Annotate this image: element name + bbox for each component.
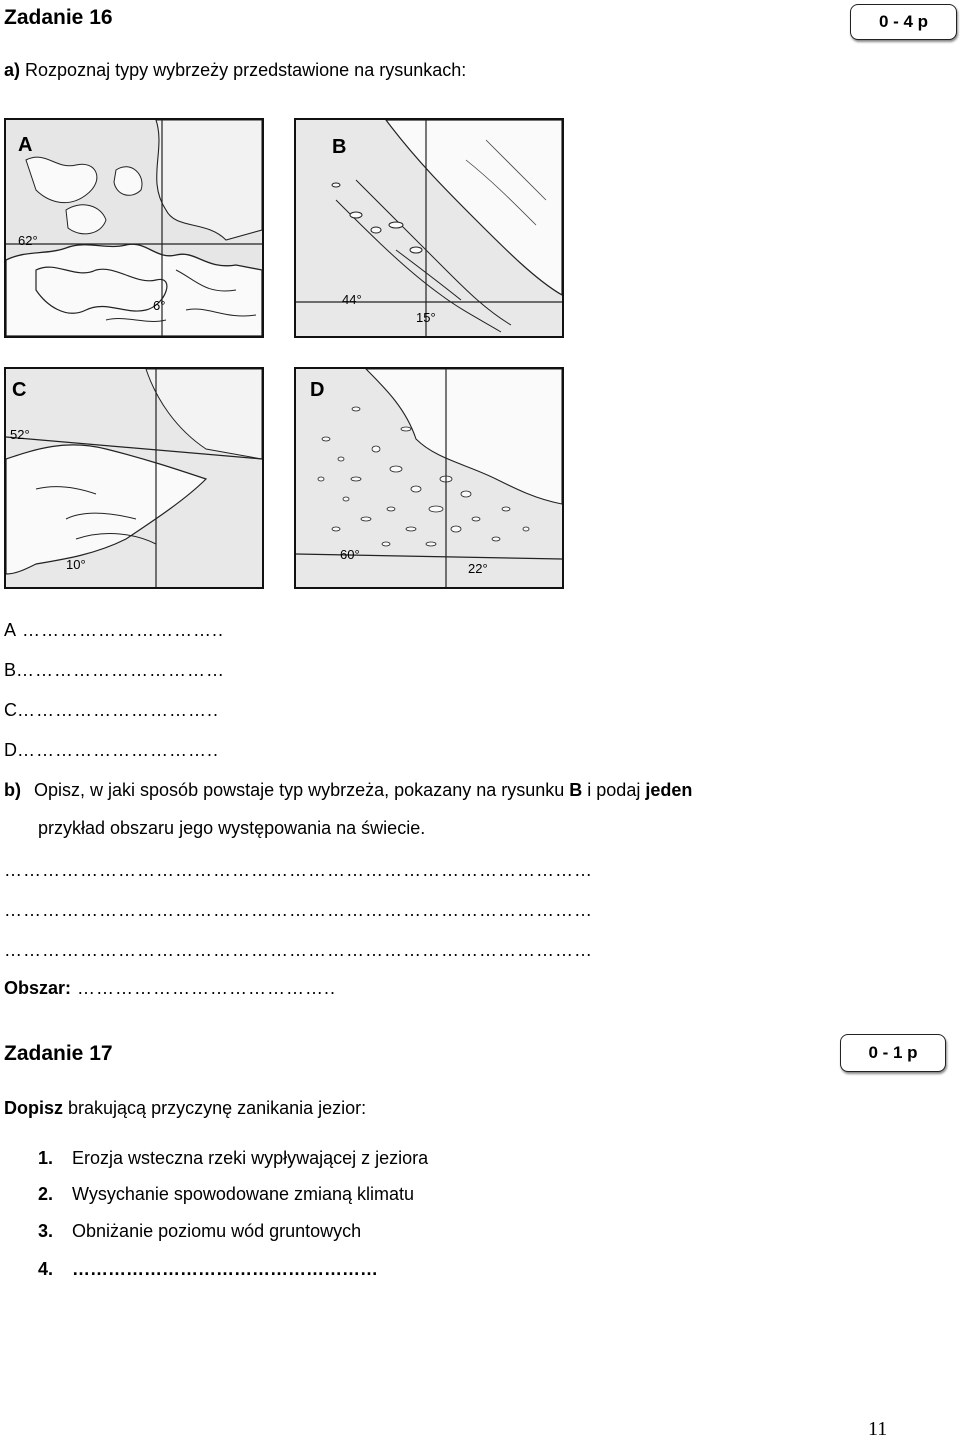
instruction-bold: Dopisz bbox=[4, 1098, 64, 1118]
map-a bbox=[4, 118, 264, 338]
list-item-number: 1. bbox=[38, 1148, 54, 1168]
map-b-letter: B bbox=[332, 136, 347, 158]
list-item bbox=[38, 1148, 428, 1169]
map-a-drawing bbox=[6, 120, 262, 336]
answer-dotted-line[interactable]: ………………………………………………………………………………… bbox=[4, 900, 593, 920]
list-item bbox=[38, 1221, 361, 1242]
map-c-letter: C bbox=[12, 379, 27, 401]
part-b-text: i podaj bbox=[582, 780, 646, 800]
task16-points-badge bbox=[850, 4, 957, 40]
task17-points: 0 - 1 p bbox=[868, 1043, 918, 1062]
map-c bbox=[4, 367, 264, 589]
obszar-label: Obszar: bbox=[4, 978, 72, 998]
answer-line-a[interactable] bbox=[4, 620, 224, 641]
page-number: 11 bbox=[868, 1418, 888, 1440]
part-a-label: a) bbox=[4, 60, 21, 80]
answer-dots: ………………………….. bbox=[16, 620, 225, 640]
task17-instruction bbox=[4, 1098, 366, 1119]
map-b-longitude: 15° bbox=[416, 310, 436, 325]
map-a-latitude: 62° bbox=[18, 233, 38, 248]
list-item-text: Obniżanie poziomu wód gruntowych bbox=[72, 1221, 362, 1241]
task17-points-badge bbox=[840, 1034, 946, 1072]
task16-points: 0 - 4 p bbox=[878, 12, 929, 31]
map-b bbox=[294, 118, 564, 338]
map-c-drawing bbox=[6, 369, 262, 587]
answer-dots: ………………………….. bbox=[17, 740, 220, 760]
part-b-prompt-line2: przykład obszaru jego występowania na świecie. bbox=[38, 818, 426, 838]
part-b-text: Opisz, w jaki sposób powstaje typ wybrzeża, pokazany na rysunku bbox=[34, 780, 570, 800]
answer-line-d[interactable] bbox=[4, 740, 219, 761]
answer-dots: ………………………….. bbox=[17, 700, 220, 720]
answer-line-b[interactable] bbox=[4, 660, 225, 681]
list-item-text: Wysychanie spowodowane zmianą klimatu bbox=[72, 1184, 415, 1204]
map-c-latitude: 52° bbox=[10, 427, 30, 442]
map-a-letter: A bbox=[18, 134, 33, 156]
map-a-longitude: 6° bbox=[153, 298, 166, 313]
instruction-text: brakującą przyczynę zanikania jezior: bbox=[63, 1098, 367, 1118]
list-item-number: 4. bbox=[38, 1259, 54, 1279]
map-b-latitude: 44° bbox=[342, 292, 362, 307]
obszar-dots: ………………………………….. bbox=[71, 978, 337, 998]
task16-title: Zadanie 16 bbox=[4, 6, 113, 29]
part-b-prompt-line1 bbox=[4, 780, 692, 801]
list-item-answer[interactable] bbox=[38, 1259, 378, 1280]
answer-dotted-line[interactable]: ………………………………………………………………………………… bbox=[4, 860, 593, 880]
task16-part-a-prompt bbox=[4, 60, 466, 81]
list-item-number: 3. bbox=[38, 1221, 54, 1241]
map-d-longitude: 22° bbox=[468, 561, 488, 576]
part-b-bold-b: B bbox=[569, 780, 583, 800]
answer-line-c[interactable] bbox=[4, 700, 219, 721]
map-d-drawing bbox=[296, 369, 562, 587]
answer-dots: …………………………… bbox=[16, 660, 226, 680]
part-a-text: Rozpoznaj typy wybrzeży przedstawione na rysunkach: bbox=[25, 60, 467, 80]
answer-letter: C bbox=[4, 700, 17, 720]
map-d bbox=[294, 367, 564, 589]
part-b-bold-jeden: jeden bbox=[645, 780, 693, 800]
task17-title: Zadanie 17 bbox=[4, 1042, 113, 1065]
list-item-number: 2. bbox=[38, 1184, 54, 1204]
answer-letter: B bbox=[4, 660, 17, 680]
answer-dotted-line[interactable]: ………………………………………………………………………………… bbox=[4, 940, 593, 960]
list-item bbox=[38, 1184, 414, 1205]
answer-letter: D bbox=[4, 740, 17, 760]
answer-letter: A bbox=[4, 620, 17, 640]
part-b-label: b) bbox=[4, 780, 21, 800]
list-item-answer-dots[interactable]: …………………………………………… bbox=[72, 1259, 379, 1279]
obszar-line[interactable] bbox=[4, 978, 336, 999]
map-c-longitude: 10° bbox=[66, 557, 86, 572]
list-item-text: Erozja wsteczna rzeki wypływającej z jeziora bbox=[72, 1148, 429, 1168]
map-d-latitude: 60° bbox=[340, 547, 360, 562]
map-d-letter: D bbox=[310, 379, 325, 401]
